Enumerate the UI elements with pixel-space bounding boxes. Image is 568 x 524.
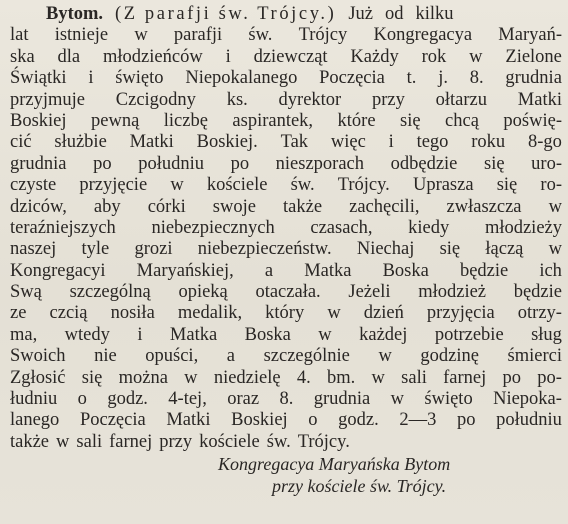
word: ks. [226,89,248,110]
word: się [400,110,421,131]
word: Swoich [10,346,66,367]
word: każdej [359,324,408,345]
word: i [88,68,94,89]
word: Zgłosić [10,367,66,388]
word: ich [539,260,562,281]
word: w [469,46,483,67]
word: j. [438,68,448,89]
word: Czcigodny [115,89,196,110]
word: uro- [531,153,562,174]
word: Tak [280,132,309,153]
parish-heading: (Z parafji św. Trójcy.) [115,4,337,24]
word: swoje [212,196,256,217]
word: w [327,303,341,324]
word: czyste [10,175,57,196]
word: aby [93,196,121,217]
word: roku [471,132,506,153]
word: ma, [10,324,38,345]
word: kościele [206,175,268,196]
word: który [265,303,305,324]
word: łączą [485,239,524,260]
word: śmierci [507,346,562,367]
word: kościele [199,431,260,452]
word: się [496,175,518,196]
word: w [56,431,70,452]
word: dziewcząt [253,46,328,67]
word: Trójcy. [297,431,350,452]
word: godzinę [420,346,479,367]
word: godz. [338,410,379,431]
word: Trójcy. [337,175,390,196]
text-line [10,197,562,218]
word: w [390,389,404,410]
word: Swą [10,282,42,303]
word: młodzież [418,282,487,303]
word: naszej [10,239,57,260]
word: chcą [445,110,479,131]
word: opieką [178,282,228,303]
word: kiedy [408,217,450,238]
word: Niepokalanego [185,68,298,89]
word: młodzieży [484,217,562,238]
word: sali [401,367,427,388]
text-line [10,239,562,260]
text-line [10,389,562,410]
word: Świątki [10,68,67,89]
word: się [81,367,103,388]
word: przyjęcie [79,175,148,196]
text-line [10,410,562,431]
word: które [337,110,376,131]
word: opuści, [145,346,199,367]
word: święto [115,68,164,89]
text-line [10,261,562,282]
word: o [77,389,87,410]
word: można [118,367,168,388]
word: odbędzie [390,153,458,174]
word: w [134,25,148,46]
word: Kongregacya [373,25,473,46]
word: św. [248,25,273,46]
word: ołtarzu [435,89,488,110]
word: lat [10,25,29,46]
signature [10,453,562,497]
word: Uprasza [412,175,474,196]
word: i [137,324,143,345]
word: pewną [91,110,140,131]
word: kilku [415,4,454,24]
word: przy [372,89,405,110]
word: w [371,367,385,388]
word: Boska [382,260,429,281]
word: 8-go [527,132,562,153]
word: św. [290,175,315,196]
word: zwłaszcza [446,196,522,217]
word: grozi [134,239,173,260]
word: Matki [517,89,562,110]
word: w [318,324,332,345]
text-line [10,154,562,175]
word: Już [348,4,374,24]
word: i [225,46,231,67]
word: potrzebie [434,324,504,345]
word: Matka [169,324,218,345]
word: nieszporach [275,153,365,174]
text-line [10,90,562,111]
word: po [93,153,112,174]
word: ska [10,46,35,67]
word: od [385,4,404,24]
word: w [378,346,392,367]
word: otrzy- [517,303,562,324]
word: bm. [326,367,356,388]
word: młodzieńców [103,46,203,67]
word: Matki [166,410,211,431]
word: Boskiej. [196,132,258,153]
word: a [264,260,274,281]
word: istnieje [54,25,109,46]
word: grudnia [313,389,371,410]
word: rok [421,46,447,67]
word: ze [10,303,27,324]
word: tego [416,132,449,153]
word: Matka [304,260,352,281]
word: służbie [54,132,107,153]
word: w [184,367,198,388]
word: niebezpieczeństw. [197,239,332,260]
text-line [10,432,562,453]
text-line [10,325,562,346]
word: lanego [10,410,60,431]
word: dzień [363,303,404,324]
word: Każdy [350,46,399,67]
word: farnej [443,367,487,388]
word: Boskiej [10,110,67,131]
word: niedzielę [213,367,281,388]
text-line [10,47,562,68]
word: Maryańskiej, [136,260,234,281]
word: czasach, [310,217,373,238]
word: Trójcy [298,25,348,46]
word: Poczęcia [319,68,385,89]
text-line [10,282,562,303]
word: po [502,367,522,388]
word: Matki [129,132,174,153]
text-line [10,68,562,89]
word: ro- [540,175,562,196]
word: dla [57,46,81,67]
word: nosiła [110,303,155,324]
word: 4. [296,367,311,388]
word: o [308,410,318,431]
word: po [457,410,476,431]
word: grudnia [10,153,67,174]
word: godz. [107,389,148,410]
word: oraz [227,389,260,410]
word: Niechaj [356,239,415,260]
word: Kongregacyi [10,260,106,281]
word: po- [537,367,562,388]
word: po [230,153,250,174]
word: 2—3 [399,410,437,431]
text-line [10,4,562,25]
word: także [10,431,50,452]
word: tyle [81,239,110,260]
word: Boska [244,324,291,345]
article-body [10,4,562,453]
word: liczbę [163,110,208,131]
word: południu [496,410,562,431]
word: św. [266,431,291,452]
word: 4-tej, [168,389,207,410]
word: będzie [459,260,509,281]
word: w [170,175,184,196]
word: dyrektor [278,89,342,110]
word: południu [138,153,204,174]
word: dziców, [10,196,67,217]
word: święto [424,389,473,410]
text-line [10,132,562,153]
word: czcią [49,303,88,324]
word: aspirantek, [232,110,314,131]
word: 8. [279,389,294,410]
word: poświę- [503,110,562,131]
word: będzie [513,282,562,303]
word: cić [10,132,32,153]
word: grudnia [505,68,562,89]
word: 8. [469,68,484,89]
word: szczególną [69,282,151,303]
text-line [10,303,562,324]
word: łudniu [10,389,58,410]
word: Niepoka- [493,389,562,410]
text-line [10,25,562,46]
word: otaczała. [255,282,321,303]
word: przyjęcia [426,303,495,324]
word: córki [147,196,186,217]
text-line [10,218,562,239]
word: szczególnie [263,346,350,367]
word: Zielone [505,46,562,67]
word: także [283,196,323,217]
word: medalik, [177,303,243,324]
word: sali [76,431,103,452]
word: więc [330,132,366,153]
word: Maryań- [498,25,562,46]
dateline: Bytom. [46,4,104,24]
word: zachęcili, [349,196,420,217]
word: Poczęcia [79,410,146,431]
word: przy [159,431,193,452]
word: przyjmuje [10,89,86,110]
word: niebezpiecznych [151,217,275,238]
word: w [548,196,562,217]
word: teraźniejszych [10,217,116,238]
word: sług [531,324,562,345]
text-line [10,175,562,196]
word: Boskiej [231,410,288,431]
word: nie [94,346,117,367]
word: i [388,132,394,153]
text-line [10,111,562,132]
word: t. [406,68,417,89]
word: się [484,153,505,174]
text-line [10,368,562,389]
word: się [439,239,461,260]
word: a [226,346,235,367]
word: farnej [109,431,153,452]
word: wtedy [64,324,110,345]
text-line [10,346,562,367]
word: parafji [173,25,223,46]
word: w [548,239,562,260]
signature-location: przy kościele św. Trójcy. [272,476,447,497]
word: Jeżeli [348,282,391,303]
signature-organization: Kongregacya Maryańska Bytom [218,454,451,475]
